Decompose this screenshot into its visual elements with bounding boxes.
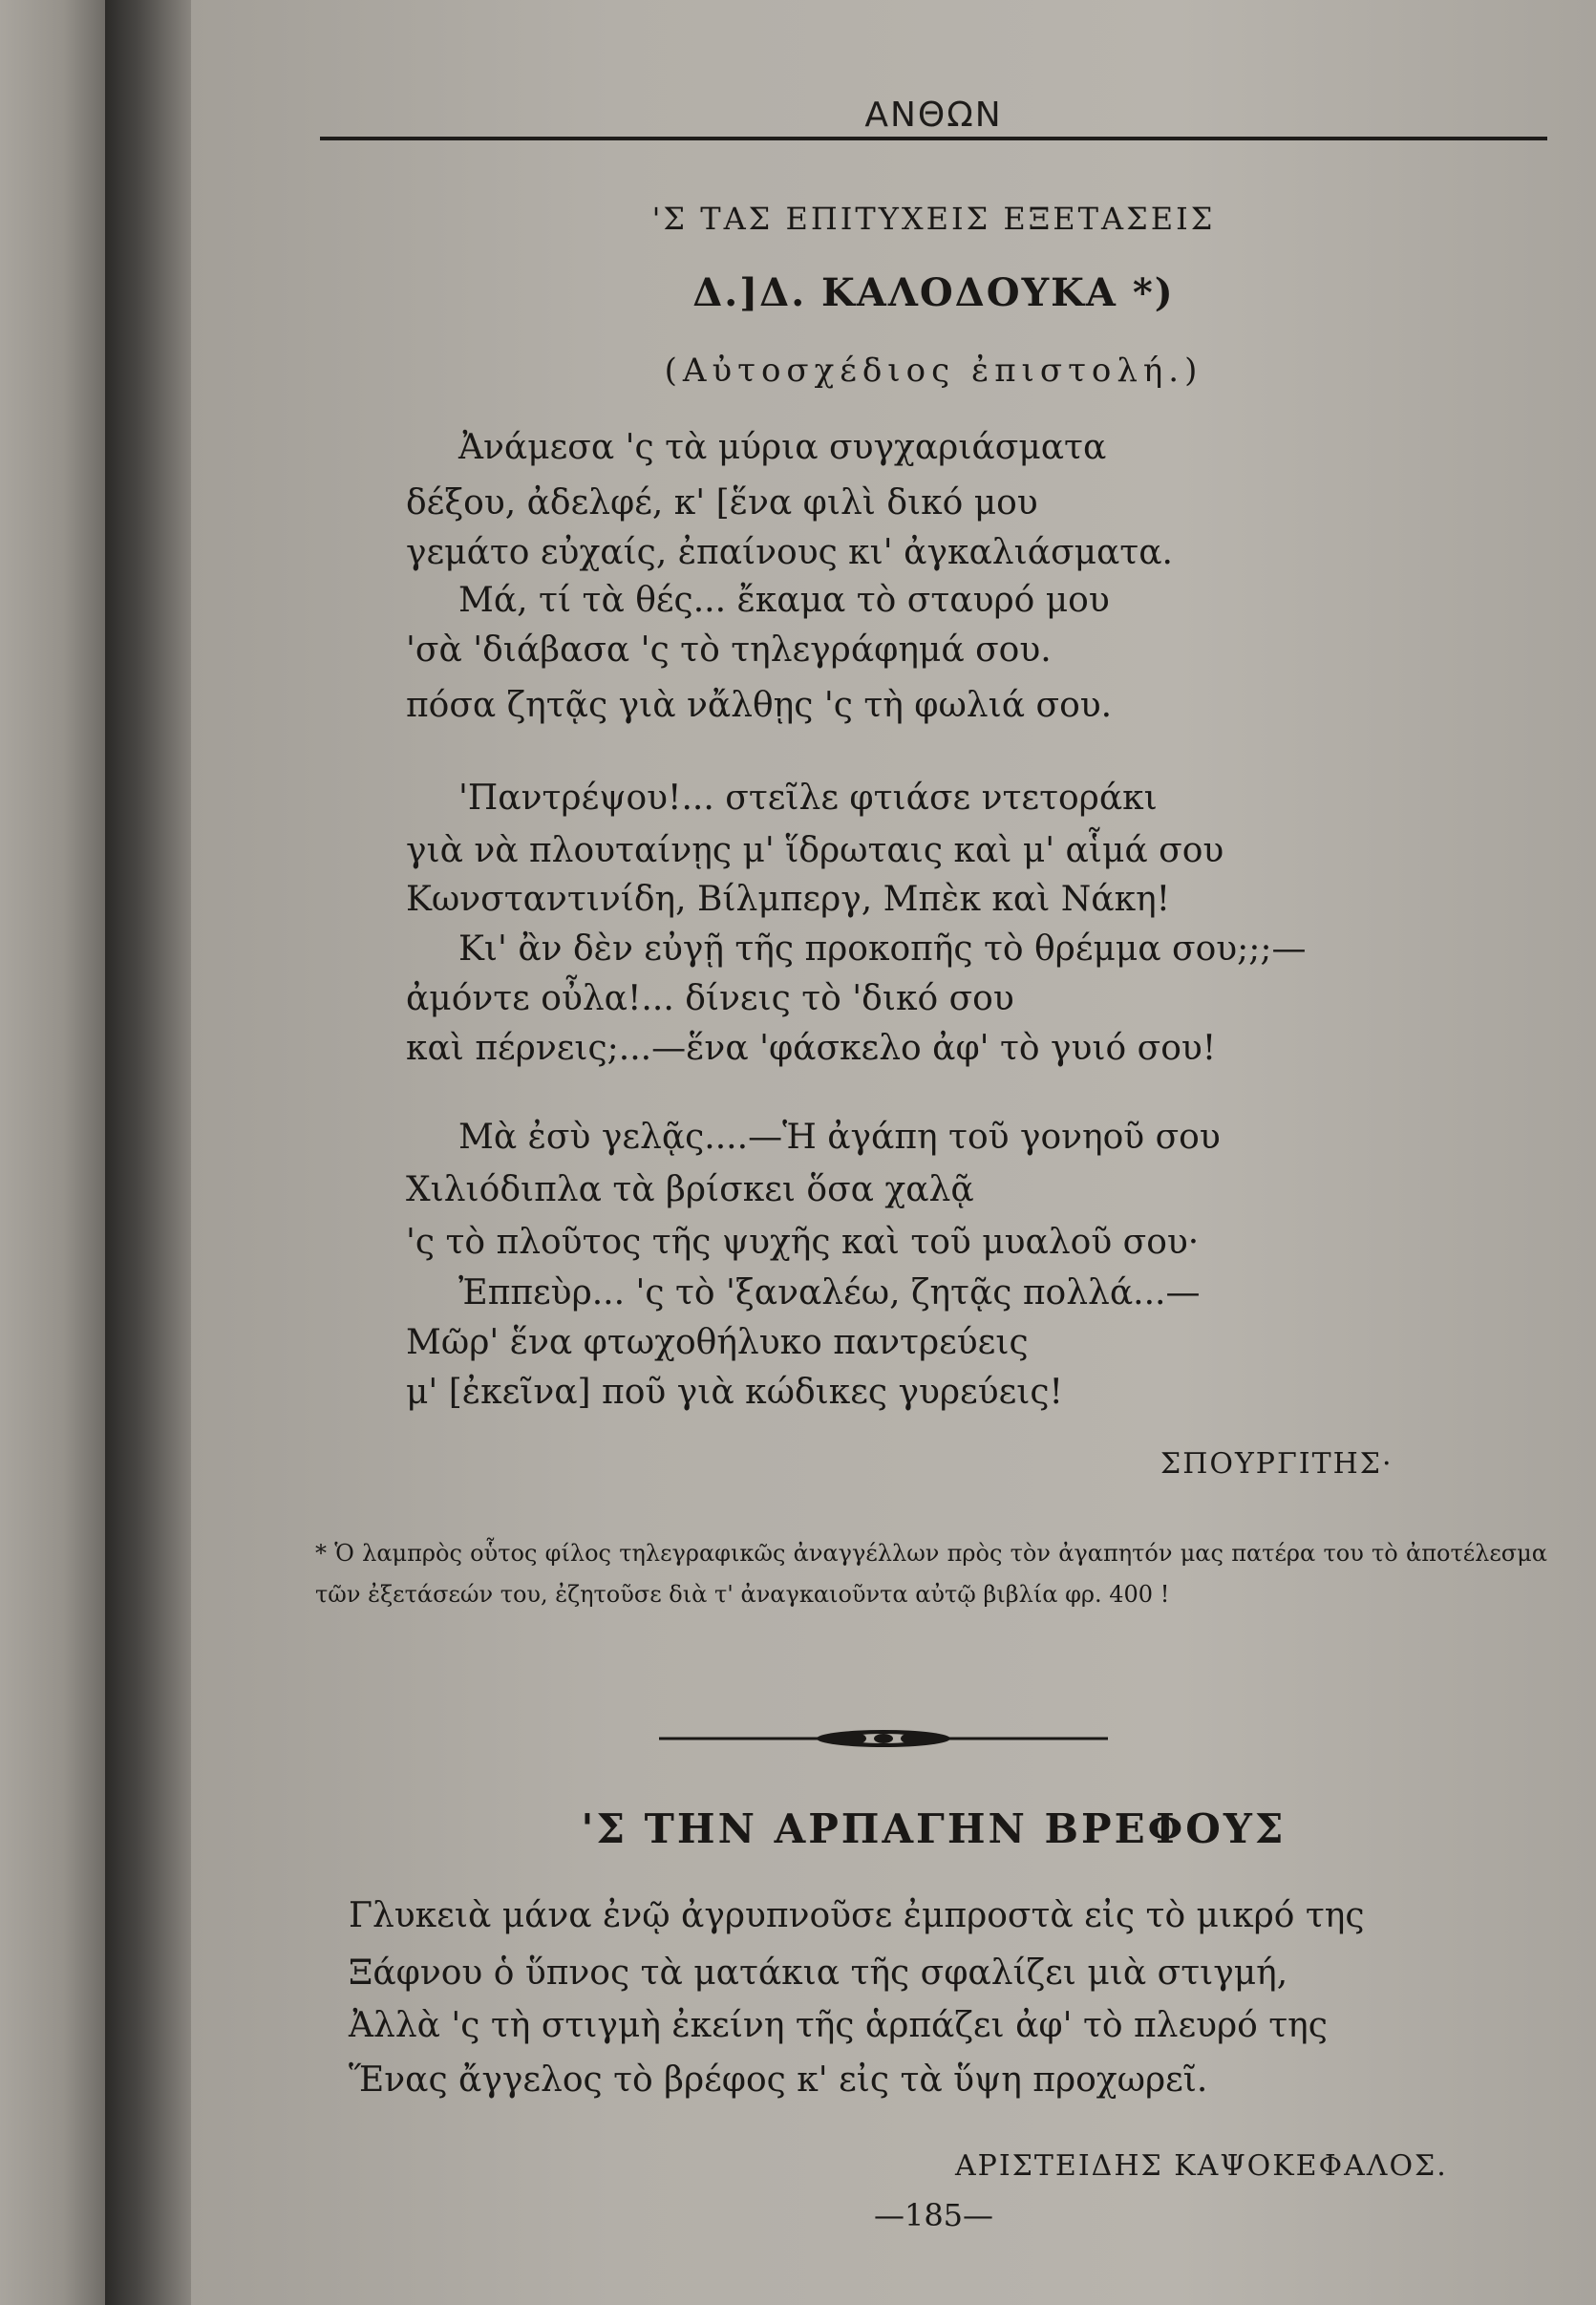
verse-line: Γλυκειὰ μάνα ἐνῷ ἀγρυπνοῦσε ἐμπροστὰ εἰς τὸ μικρό της [349, 1896, 1365, 1935]
verse-line: 'Παντρέψου!... στεῖλε φτιάσε ντετοράκι [458, 779, 1158, 818]
verse-line: ἀμόντε οὖλα!... δίνεις τὸ 'δικό σου [406, 979, 1014, 1018]
verse-line: Κι' ἂν δὲν εὐγῇ τῆς προκοπῆς τὸ θρέμμα σου;;;— [458, 929, 1307, 969]
verse-line: μ' [ἐκεῖνα] ποῦ γιὰ κώδικες γυρεύεις! [406, 1373, 1063, 1412]
verse-line: Μῶρ' ἕνα φτωχοθήλυκο παντρεύεις [406, 1323, 1029, 1362]
header-rule [320, 137, 1547, 140]
verse-line: Χιλιόδιπλα τὰ βρίσκει ὅσα χαλᾷ [406, 1170, 974, 1209]
verse-line: Ξάφνου ὁ ὕπνος τὰ ματάκια τῆς σφαλίζει μιὰ στιγμή, [349, 1953, 1288, 1993]
verse-line: γιὰ νὰ πλουταίνῃς μ' ἵδρωταις καὶ μ' αἷμά σου [406, 831, 1224, 870]
ornament-divider [659, 1719, 1108, 1758]
verse-line: 'ς τὸ πλοῦτος τῆς ψυχῆς καὶ τοῦ μυαλοῦ σου· [406, 1223, 1200, 1262]
running-head: ΑΝΘΩΝ [864, 96, 1003, 135]
verse-line: Ἕνας ἄγγελος τὸ βρέφος κ' εἰς τὰ ὕψη προχωρεῖ. [349, 2060, 1208, 2100]
poem2-signature: ΑΡΙΣΤΕΙΔΗΣ ΚΑΨΟΚΕΦΑΛΟΣ. [955, 2149, 1448, 2183]
verse-line: πόσα ζητᾷς γιὰ νἄλθῃς 'ς τὴ φωλιά σου. [406, 686, 1113, 725]
poem1-title-line1: 'Σ ΤΑΣ ΕΠΙΤΥΧΕΙΣ ΕΞΕΤΑΣΕΙΣ [651, 201, 1216, 237]
poem1-signature: ΣΠΟΥΡΓΙΤΗΣ· [1160, 1447, 1394, 1481]
verse-line: Μά, τί τὰ θές... ἔκαμα τὸ σταυρό μου [458, 581, 1110, 620]
verse-line: δέξου, ἀδελφέ, κ' [ἕνα φιλὶ δικό μου [406, 483, 1038, 523]
verse-line: Μὰ ἐσὺ γελᾷς....—Ἡ ἀγάπη τοῦ γονηοῦ σου [458, 1118, 1221, 1157]
poem1-title-line2: Δ.]Δ. ΚΑΛΟΔΟΥΚΑ *) [692, 270, 1175, 315]
page-number: —185— [873, 2197, 994, 2233]
gutter-shadow [105, 0, 191, 2305]
verse-line: 'σὰ 'διάβασα 'ς τὸ τηλεγράφημά σου. [406, 630, 1052, 670]
verse-line: Ἀνάμεσα 'ς τὰ μύρια συγχαριάσματα [458, 428, 1107, 467]
book-gutter [0, 0, 105, 2305]
poem2-title: 'Σ ΤΗΝ ΑΡΠΑΓΗΝ ΒΡΕΦΟΥΣ [581, 1805, 1287, 1852]
poem1-subtitle: (Αὐτοσχέδιος ἐπιστολή.) [664, 352, 1203, 390]
verse-line: Ἀλλὰ 'ς τὴ στιγμὴ ἐκείνη τῆς ἁρπάζει ἀφ' τὸ πλευρό της [349, 2006, 1328, 2045]
footnote: * Ὁ λαμπρὸς οὗτος φίλος τηλεγραφικῶς ἀναγγέλλων πρὸς τὸν ἀγαπητόν μας πατέρα του τὸ ἀποτέλεσμα τῶν ἐξετάσεών του, ἐζητοῦσε διὰ τ' ἀναγκαιοῦντα αὐτῷ βιβλία φρ. 400 ! [315, 1540, 1547, 1608]
verse-line: Ἐππεὺρ... 'ς τὸ 'ξαναλέω, ζητᾷς πολλά...— [458, 1273, 1201, 1313]
verse-line: Κωνσταντινίδη, Βίλμπεργ, Μπὲκ καὶ Νάκη! [406, 880, 1171, 919]
verse-line: καὶ πέρνεις;...—ἕνα 'φάσκελο ἀφ' τὸ γυιό σου! [406, 1029, 1217, 1068]
verse-line: γεμάτο εὐχαίς, ἐπαίνους κι' ἀγκαλιάσματα. [406, 533, 1173, 572]
